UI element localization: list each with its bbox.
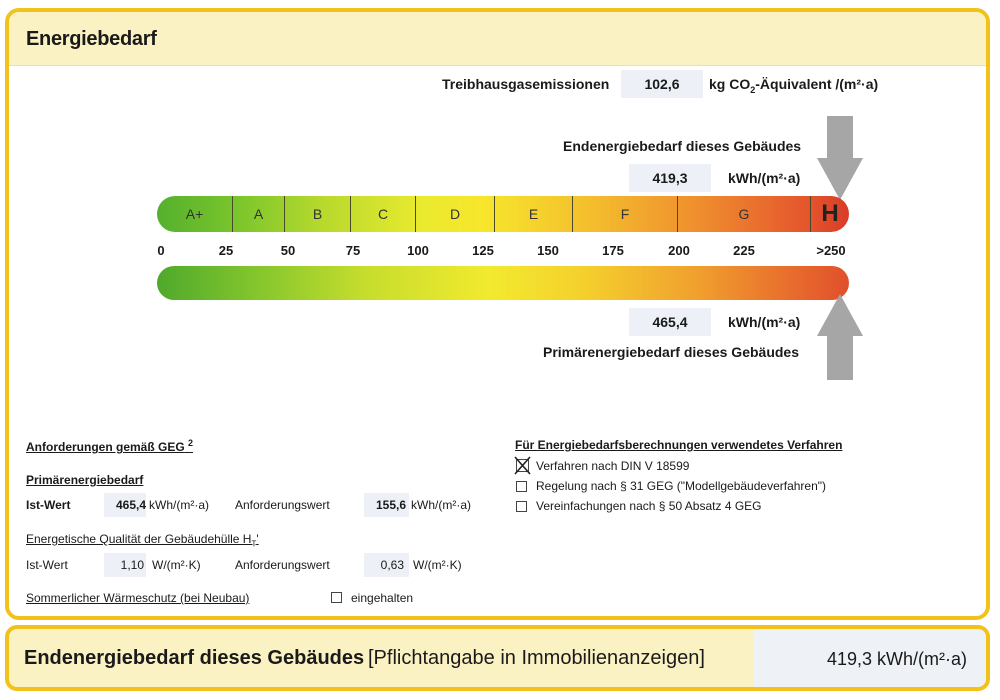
envelope-required-value: 0,63	[380, 558, 404, 572]
emissions-unit-pre: kg CO	[709, 76, 751, 92]
primary-requirements-title: Primärenergiebedarf	[26, 473, 144, 487]
summer-protection-checkbox[interactable]	[331, 592, 342, 603]
emissions-label: Treibhausgasemissionen	[442, 76, 610, 92]
class-c: C	[351, 196, 416, 232]
end-energy-arrow-icon	[817, 116, 865, 202]
end-energy-unit: kWh/(m²·a)	[728, 170, 801, 186]
requirements-title-sup: 2	[188, 438, 194, 448]
primary-energy-unit: kWh/(m²·a)	[728, 314, 801, 330]
scale-tick: 100	[407, 243, 429, 258]
envelope-required-label: Anforderungswert	[235, 558, 330, 572]
method-din-label: Verfahren nach DIN V 18599	[536, 459, 690, 473]
scale-tick: 225	[733, 243, 755, 258]
primary-required-label: Anforderungswert	[235, 498, 330, 512]
end-energy-label: Endenergiebedarf dieses Gebäudes	[563, 138, 802, 154]
envelope-title	[26, 532, 259, 548]
envelope-title-text: Energetische Qualität der Gebäudehülle H	[26, 532, 252, 546]
scale-tick: 50	[280, 243, 296, 258]
method-model-building-label: Regelung nach § 31 GEG ("Modellgebäudeverfahren")	[536, 479, 827, 493]
envelope-actual-unit: W/(m²·K)	[152, 558, 201, 572]
end-energy-value: 419,3	[652, 170, 688, 186]
energy-demand-panel	[5, 8, 990, 620]
method-din-checkbox[interactable]	[516, 459, 529, 472]
primary-energy-label: Primärenergiebedarf dieses Gebäudes	[543, 344, 799, 360]
scale-tick: 75	[345, 243, 361, 258]
class-a-plus: A+	[157, 196, 233, 232]
summer-protection-title: Sommerlicher Wärmeschutz (bei Neubau)	[26, 591, 250, 605]
class-e: E	[495, 196, 573, 232]
envelope-title-sub: T	[251, 539, 257, 549]
scale-tick: 175	[602, 243, 624, 258]
scale-tick: 200	[668, 243, 690, 258]
emissions-unit	[709, 76, 878, 95]
envelope-actual-value: 1,10	[120, 558, 144, 572]
scale-tick: 125	[472, 243, 494, 258]
primary-energy-arrow-icon	[817, 294, 865, 380]
primary-required-value: 155,6	[375, 498, 406, 512]
envelope-required-unit: W/(m²·K)	[413, 558, 462, 572]
primary-actual-value: 465,4	[115, 498, 146, 512]
primary-energy-value: 465,4	[652, 314, 688, 330]
primary-actual-unit: kWh/(m²·a)	[149, 498, 209, 512]
energy-scale-bar	[157, 196, 849, 232]
footer-title: Endenergiebedarf dieses Gebäudes	[24, 647, 365, 669]
emissions-unit-post: -Äquivalent /(m²·a)	[755, 76, 879, 92]
summer-protection-label: eingehalten	[351, 591, 414, 605]
scale-tick: 150	[537, 243, 559, 258]
emissions-unit-sub: 2	[750, 84, 756, 95]
emissions-value: 102,6	[644, 76, 680, 92]
primary-actual-label: Ist-Wert	[26, 498, 71, 512]
method-simplification-label: Vereinfachungen nach § 50 Absatz 4 GEG	[536, 499, 762, 513]
class-a: A	[233, 196, 285, 232]
class-b: B	[285, 196, 351, 232]
class-h: H	[810, 196, 849, 232]
envelope-actual-label: Ist-Wert	[26, 558, 68, 572]
footer-value: 419,3 kWh/(m²·a)	[827, 649, 968, 669]
methods-title: Für Energiebedarfsberechnungen verwendetes Verfahren	[515, 438, 843, 452]
scale-tick: 0	[157, 243, 165, 258]
class-d: D	[416, 196, 495, 232]
envelope-title-post: '	[256, 532, 259, 546]
primary-energy-scale-bar	[157, 266, 849, 300]
scale-tick: >250	[816, 243, 846, 258]
requirements-title	[26, 438, 193, 454]
scale-tick: 25	[218, 243, 234, 258]
class-f: F	[573, 196, 678, 232]
footer-note: [Pflichtangabe in Immobilienanzeigen]	[368, 647, 705, 669]
listing-footer	[5, 625, 990, 691]
panel-header	[9, 12, 986, 66]
class-g: G	[738, 206, 750, 222]
method-simplification-checkbox[interactable]	[516, 501, 527, 512]
requirements-title-text: Anforderungen gemäß GEG	[26, 440, 185, 454]
primary-required-unit: kWh/(m²·a)	[411, 498, 471, 512]
method-model-building-checkbox[interactable]	[516, 481, 527, 492]
checkmark-cross-icon	[515, 457, 528, 470]
page-title: Energiebedarf	[26, 28, 157, 50]
